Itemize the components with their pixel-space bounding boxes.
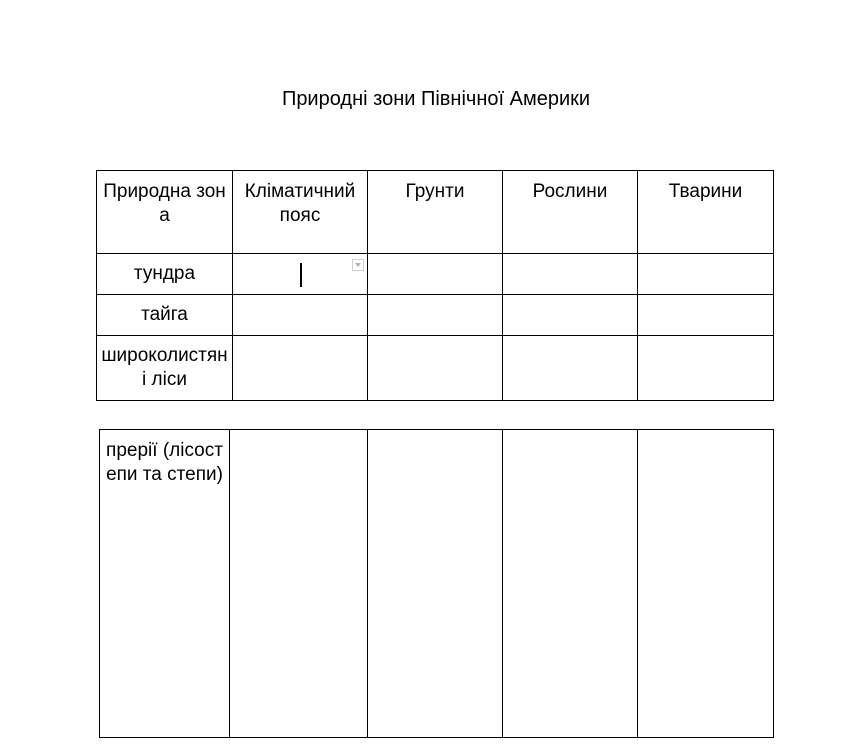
table-cell[interactable] xyxy=(368,430,503,738)
table-row xyxy=(97,254,774,295)
table-cell[interactable] xyxy=(638,254,774,295)
table-cell[interactable] xyxy=(230,430,368,738)
table-cell[interactable] xyxy=(503,254,638,295)
table-cell[interactable] xyxy=(368,254,503,295)
prairies-table xyxy=(99,429,774,738)
document-title: Природні зони Північної Америки xyxy=(281,88,591,110)
table-cell[interactable] xyxy=(638,295,774,336)
natural-zones-table xyxy=(96,170,774,401)
table-cell[interactable] xyxy=(368,336,503,401)
table-cell[interactable] xyxy=(503,295,638,336)
table-cell[interactable] xyxy=(503,336,638,401)
row-label-tundra[interactable]: тундра xyxy=(97,254,233,295)
table-cell[interactable] xyxy=(233,295,368,336)
table-row xyxy=(100,430,774,738)
table-row xyxy=(97,295,774,336)
table-cell[interactable] xyxy=(233,336,368,401)
table-cell[interactable] xyxy=(638,336,774,401)
header-soils[interactable]: Грунти xyxy=(368,171,503,254)
header-natural-zone[interactable]: Природна зона xyxy=(97,171,233,254)
row-label-prairies[interactable]: прерії (лісостепи та степи) xyxy=(100,430,230,738)
table-cell[interactable] xyxy=(638,430,774,738)
header-climate-belt[interactable]: Кліматичний пояс xyxy=(233,171,368,254)
table-cell[interactable] xyxy=(503,430,638,738)
text-cursor xyxy=(300,263,302,287)
table-header-row xyxy=(97,171,774,254)
chevron-down-icon[interactable] xyxy=(352,259,364,271)
table-cell[interactable] xyxy=(368,295,503,336)
header-animals[interactable]: Тварини xyxy=(638,171,774,254)
table-row xyxy=(97,336,774,401)
table-cell-active[interactable] xyxy=(233,254,368,295)
row-label-taiga[interactable]: тайга xyxy=(97,295,233,336)
row-label-broadleaf-forests[interactable]: широколистяні ліси xyxy=(97,336,233,401)
header-plants[interactable]: Рослини xyxy=(503,171,638,254)
